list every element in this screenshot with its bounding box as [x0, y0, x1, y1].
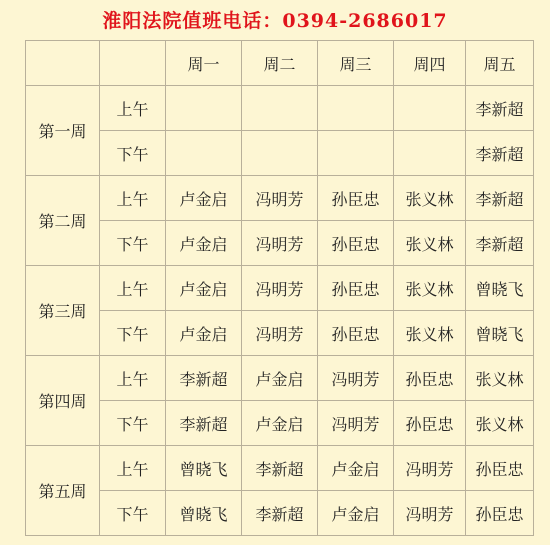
- duty-cell: 李新超: [466, 221, 534, 266]
- day-header-wednesday: 周三: [318, 41, 394, 86]
- duty-cell: 冯明芳: [394, 491, 466, 536]
- duty-schedule-table: [25, 40, 534, 536]
- duty-cell: 孙臣忠: [466, 446, 534, 491]
- day-header-friday: 周五: [466, 41, 534, 86]
- duty-cell: 卢金启: [166, 176, 242, 221]
- duty-cell: 李新超: [242, 446, 318, 491]
- duty-cell: 孙臣忠: [318, 266, 394, 311]
- duty-cell: [318, 86, 394, 131]
- table-row: [26, 356, 534, 401]
- duty-cell: 李新超: [166, 356, 242, 401]
- duty-cell: 卢金启: [242, 401, 318, 446]
- table-row: [26, 266, 534, 311]
- duty-cell: 孙臣忠: [318, 311, 394, 356]
- duty-cell: 张义林: [394, 176, 466, 221]
- duty-cell: 孙臣忠: [318, 221, 394, 266]
- duty-cell: 卢金启: [166, 311, 242, 356]
- duty-cell: [166, 86, 242, 131]
- half-label: 上午: [100, 86, 166, 131]
- duty-cell: 李新超: [242, 491, 318, 536]
- table-row: [26, 311, 534, 356]
- day-header-tuesday: 周二: [242, 41, 318, 86]
- half-label: 上午: [100, 176, 166, 221]
- duty-cell: [242, 131, 318, 176]
- duty-cell: 曾晓飞: [466, 266, 534, 311]
- duty-cell: 卢金启: [318, 446, 394, 491]
- duty-cell: 张义林: [394, 221, 466, 266]
- table-row: [26, 131, 534, 176]
- duty-cell: 曾晓飞: [466, 311, 534, 356]
- duty-cell: 曾晓飞: [166, 491, 242, 536]
- page-title: 淮阳法院值班电话：0394-2686017: [102, 10, 448, 32]
- duty-cell: 张义林: [466, 401, 534, 446]
- duty-cell: 曾晓飞: [166, 446, 242, 491]
- half-label: 上午: [100, 356, 166, 401]
- corner-cell: [26, 41, 100, 86]
- duty-cell: 冯明芳: [242, 176, 318, 221]
- half-label: 上午: [100, 446, 166, 491]
- week-label: 第四周: [26, 356, 100, 446]
- duty-cell: 李新超: [466, 176, 534, 221]
- week-label: 第三周: [26, 266, 100, 356]
- duty-cell: 冯明芳: [394, 446, 466, 491]
- table-row: [26, 446, 534, 491]
- table-row: [26, 86, 534, 131]
- header-row: [26, 41, 534, 86]
- duty-cell: 卢金启: [318, 491, 394, 536]
- duty-cell: 张义林: [394, 311, 466, 356]
- duty-cell: 冯明芳: [318, 356, 394, 401]
- duty-cell: 冯明芳: [242, 266, 318, 311]
- half-label: 下午: [100, 311, 166, 356]
- duty-cell: 张义林: [394, 266, 466, 311]
- half-label: 下午: [100, 131, 166, 176]
- week-label: 第二周: [26, 176, 100, 266]
- duty-cell: [394, 86, 466, 131]
- half-label: 下午: [100, 401, 166, 446]
- table-row: [26, 401, 534, 446]
- half-header-cell: [100, 41, 166, 86]
- duty-cell: 冯明芳: [242, 221, 318, 266]
- duty-cell: 卢金启: [242, 356, 318, 401]
- duty-cell: [166, 131, 242, 176]
- duty-cell: 孙臣忠: [318, 176, 394, 221]
- duty-cell: 卢金启: [166, 266, 242, 311]
- duty-cell: 孙臣忠: [466, 491, 534, 536]
- table-row: [26, 221, 534, 266]
- half-label: 下午: [100, 221, 166, 266]
- table-row: [26, 491, 534, 536]
- duty-cell: 张义林: [466, 356, 534, 401]
- table-row: [26, 176, 534, 221]
- duty-cell: [394, 131, 466, 176]
- day-header-monday: 周一: [166, 41, 242, 86]
- duty-cell: 孙臣忠: [394, 356, 466, 401]
- duty-cell: 李新超: [466, 131, 534, 176]
- duty-cell: 李新超: [466, 86, 534, 131]
- day-header-thursday: 周四: [394, 41, 466, 86]
- week-label: 第五周: [26, 446, 100, 536]
- duty-cell: 卢金启: [166, 221, 242, 266]
- half-label: 上午: [100, 266, 166, 311]
- duty-cell: 孙臣忠: [394, 401, 466, 446]
- duty-cell: [318, 131, 394, 176]
- duty-cell: 冯明芳: [318, 401, 394, 446]
- duty-cell: 冯明芳: [242, 311, 318, 356]
- duty-cell: 李新超: [166, 401, 242, 446]
- half-label: 下午: [100, 491, 166, 536]
- week-label: 第一周: [26, 86, 100, 176]
- duty-cell: [242, 86, 318, 131]
